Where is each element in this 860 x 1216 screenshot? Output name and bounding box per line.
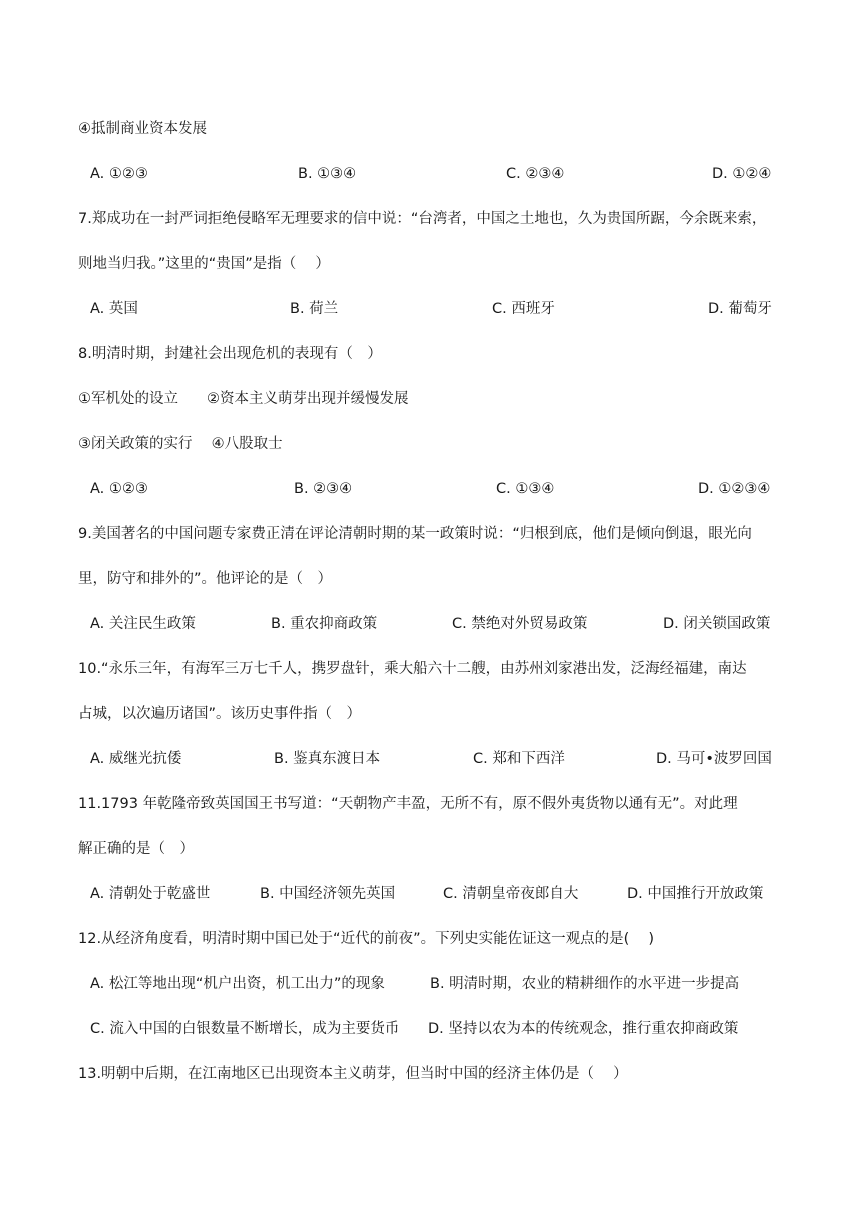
q6-option-a: A. ①②③ bbox=[90, 166, 148, 182]
q6-option-c: C. ②③④ bbox=[506, 166, 565, 182]
q9-option-b: B. 重农抑商政策 bbox=[271, 616, 378, 632]
q7-option-a: A. 英国 bbox=[90, 301, 138, 317]
q11-option-c: C. 清朝皇帝夜郎自大 bbox=[443, 886, 579, 902]
q9-stem-line-2: 里，防守和排外的”。他评论的是（ ） bbox=[78, 571, 333, 587]
q7-stem-line-2: 则地当归我。”这里的“贵国”是指（ ） bbox=[78, 256, 330, 272]
q9-options bbox=[90, 614, 780, 634]
q8-options bbox=[90, 479, 780, 499]
q9-option-c: C. 禁绝对外贸易政策 bbox=[452, 616, 588, 632]
q11-options bbox=[90, 884, 780, 904]
q10-option-b: B. 鉴真东渡日本 bbox=[274, 751, 381, 767]
q12-options-row-1 bbox=[90, 974, 780, 994]
q7-option-c: C. 西班牙 bbox=[492, 301, 555, 317]
q12-option-a: A. 松江等地出现“机户出资，机工出力”的现象 bbox=[90, 976, 385, 992]
q11-option-a: A. 清朝处于乾盛世 bbox=[90, 886, 211, 902]
q12-options-row-2 bbox=[90, 1019, 780, 1039]
q12-option-c: C. 流入中国的白银数量不断增长，成为主要货币 bbox=[90, 1021, 400, 1037]
q6-option-d: D. ①②④ bbox=[712, 166, 772, 182]
q6-item-4: ④抵制商业资本发展 bbox=[78, 121, 207, 137]
q9-option-d: D. 闭关锁国政策 bbox=[663, 616, 771, 632]
q10-option-c: C. 郑和下西洋 bbox=[473, 751, 565, 767]
q8-stem: 8.明清时期，封建社会出现危机的表现有（ ） bbox=[78, 346, 382, 362]
q12-stem: 12.从经济角度看，明清时期中国已处于“近代的前夜”。下列史实能佐证这一观点的是( ) bbox=[78, 931, 655, 947]
q11-stem-line-1: 11.1793 年乾隆帝致英国国王书写道：“天朝物产丰盈，无所不有，原不假外夷货物以通有无”。对此理 bbox=[78, 796, 738, 812]
q7-option-b: B. 荷兰 bbox=[290, 301, 339, 317]
q12-option-d: D. 坚持以农为本的传统观念，推行重农抑商政策 bbox=[428, 1021, 739, 1037]
q7-option-d: D. 葡萄牙 bbox=[708, 301, 772, 317]
q12-option-b: B. 明清时期，农业的精耕细作的水平进一步提高 bbox=[430, 976, 740, 992]
q10-stem-line-1: 10.“永乐三年，有海军三万七千人，携罗盘针，乘大船六十二艘，由苏州刘家港出发，泛海经福建，南达 bbox=[78, 661, 747, 677]
q11-option-b: B. 中国经济领先英国 bbox=[260, 886, 396, 902]
q10-stem-line-2: 占城，以次遍历诸国”。该历史事件指（ ） bbox=[78, 706, 362, 722]
q6-options bbox=[90, 164, 780, 184]
q8-items-line-2: ③闭关政策的实行 ④八股取士 bbox=[78, 436, 283, 452]
q8-option-c: C. ①③④ bbox=[496, 481, 555, 497]
q10-options bbox=[90, 749, 780, 769]
q8-items-line-1: ①军机处的设立 ②资本主义萌芽出现并缓慢发展 bbox=[78, 391, 409, 407]
q11-stem-line-2: 解正确的是（ ） bbox=[78, 841, 194, 857]
q10-option-a: A. 威继光抗倭 bbox=[90, 751, 182, 767]
q7-stem-line-1: 7.郑成功在一封严词拒绝侵略军无理要求的信中说：“台湾者，中国之土地也，久为贵国所踞，今余既来索， bbox=[78, 211, 767, 227]
q8-option-b: B. ②③④ bbox=[294, 481, 353, 497]
q10-option-d: D. 马可•波罗回国 bbox=[656, 751, 772, 767]
q8-option-a: A. ①②③ bbox=[90, 481, 148, 497]
q11-option-d: D. 中国推行开放政策 bbox=[627, 886, 764, 902]
q9-stem-line-1: 9.美国著名的中国问题专家费正清在评论清朝时期的某一政策时说：“归根到底，他们是倾向倒退，眼光向 bbox=[78, 526, 752, 542]
q7-options bbox=[90, 299, 780, 319]
q8-option-d: D. ①②③④ bbox=[698, 481, 771, 497]
q9-option-a: A. 关注民生政策 bbox=[90, 616, 196, 632]
q13-stem: 13.明朝中后期，在江南地区已出现资本主义萌芽，但当时中国的经济主体仍是（ ） bbox=[78, 1066, 628, 1082]
q6-option-b: B. ①③④ bbox=[298, 166, 357, 182]
